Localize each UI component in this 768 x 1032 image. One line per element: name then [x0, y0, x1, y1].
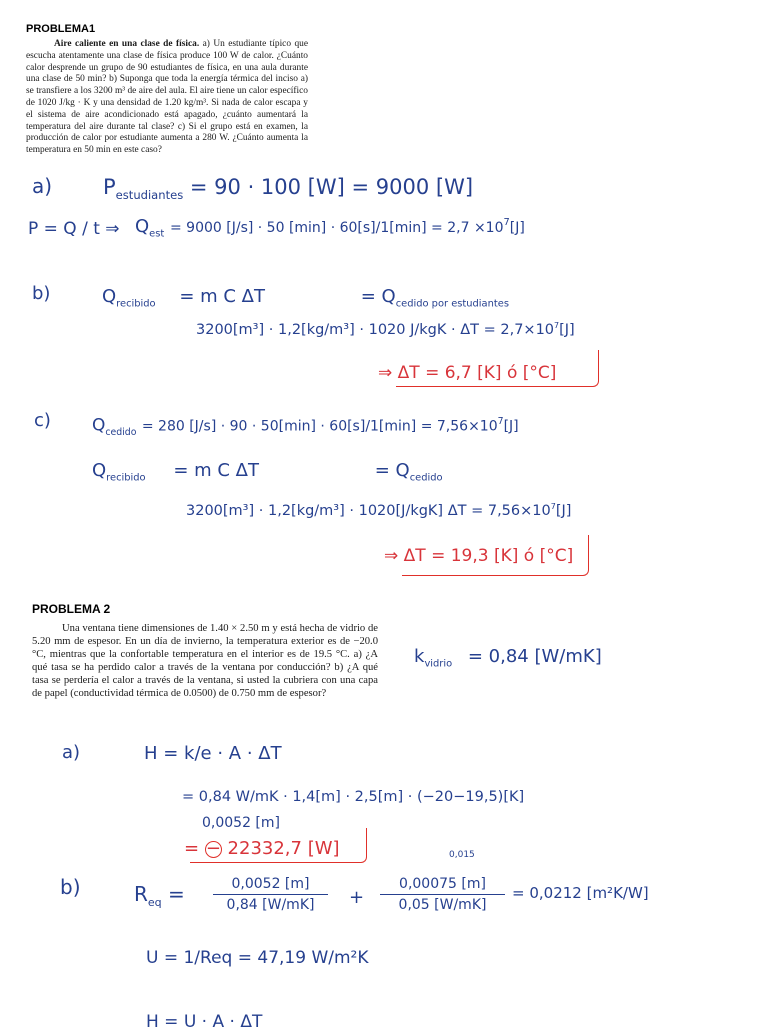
p2-b-req-result: = 0,0212 [m²K/W] — [512, 884, 649, 902]
p2-b-plus: + — [349, 887, 365, 908]
p1-b-substitution: 3200[m³] · 1,2[kg/m³] · 1020 $J/kgK \cdot \Delta T = 2,7\times 10^7[J]$ — [196, 321, 575, 338]
p2-side-note: 0,015 — [449, 850, 475, 860]
problem1-heading: PROBLEMA1 — [26, 23, 96, 35]
p2-a-result: = − 22332,7 [W] — [184, 838, 340, 859]
problem1-statement — [26, 39, 308, 157]
p2-b-label: b) — [60, 875, 81, 899]
p1-c-heat-line: $Q_{cedido} = 280$ $[J/s] \cdot 90 \cdot 50[\min] \cdot 60[s]/1[\min] = 7,56\times 10^7[J]$ — [92, 415, 519, 439]
p1-b-balance: $Q_{recibido} = m$ C $\Delta T = Q_{cedido por estudiantes}$ — [102, 286, 509, 310]
p2-b-term2: 0,00075 [m] 0,05 [W/mK] — [380, 877, 505, 912]
problem2-text: Una ventana tiene dimensiones de 1.40 × 2.50 m y está hecha de vidrio de 5.20 mm de espesor. En un día de invierno, la temperatura exterior es de −20.0 °C, mientras que la confortable temperatura en el interior es de 19.5 °C. a) ¿A qué tasa se ha perdido calor a través de la ventana por conducción? b) ¿A qué tasa se perdería el calor a través de la ventana, si usted la cubriera con una capa de papel (conductividad térmica de 0.0500) de 0.750 mm de espesor? — [32, 623, 378, 700]
p1-a-power-line: $P_{estudiantes} = 90 \cdot 100$ [W] = 9000 [W] — [103, 175, 474, 203]
p1-c-substitution: 3200[m³] · 1,2[kg/m³] · 1020[J/kgK] $\Delta T = 7,56\times 10^7[J]$ — [186, 502, 572, 519]
p1-b-result: ⇒ ΔT = 6,7 [K] ó [°C] — [378, 363, 557, 383]
p1-c-balance: $Q_{recibido} = m$ C $\Delta T = Q_{cedido}$ — [92, 460, 443, 484]
p2-a-substitution: = 0,84 W/mK · 1,4[m] · 2,5[m] · (−20−19,5)[K] — [182, 789, 525, 805]
p2-a-result-box — [190, 828, 367, 863]
p2-a-label: a) — [62, 742, 81, 763]
p1-b-label: b) — [32, 283, 51, 304]
problem1-text: a) Un estudiante típico que escucha atentamente una clase de física produce 100 W de calor. ¿Cuánto calor desprende un grupo de 90 estudiantes de física, en una aula durante una clase de 50 min? b) Suponga que toda la energía térmica del inciso a) se transfiere a los 3200 m³ de aire del aula. El aire tiene un calor específico de 1020 J/kg · K y una densidad de 1.20 kg/m³. Si nada de calor escapa y el sistema de aire acondicionado está apagado, ¿cuánto aumentará la temperatura del aire durante tal clase? c) Si el grupo está en examen, la producción de calor por estudiante aumenta a 280 W. ¿Cuánto aumenta la temperatura en 50 min en este caso? — [26, 39, 308, 156]
p1-c-result: ⇒ ΔT = 19,3 [K] ó [°C] — [384, 546, 574, 566]
p1-a-label: a) — [32, 174, 53, 198]
problem1-title: Aire caliente en una clase de física. — [54, 39, 200, 49]
problem2-heading: PROBLEMA 2 — [32, 602, 111, 616]
p2-a-denominator: 0,0052 [m] — [202, 815, 280, 831]
p2-b-u: U = 1/Req = 47,19 W/m²K — [146, 948, 369, 968]
p1-c-label: c) — [34, 410, 51, 431]
problem2-statement — [32, 622, 378, 701]
p2-a-formula: H = k/e · A · ΔT — [144, 743, 282, 764]
p2-b-term1: 0,0052 [m] 0,84 [W/mK] — [213, 877, 328, 912]
p1-b-result-box — [396, 350, 599, 387]
p2-k-value: $k_{vidrio} = 0,84$ [W/mK] — [414, 646, 602, 670]
p2-b-heat-formula: H = U · A · ΔT — [146, 1012, 263, 1032]
p2-b-req: $R_{eq}$ = — [134, 882, 185, 909]
p1-c-result-box — [402, 535, 589, 576]
p2-a-sign-circle: − — [205, 838, 221, 859]
p1-a-pq: P = Q / t ⇒ — [28, 219, 120, 239]
p1-a-heat-line: $Q_{est} = 9000$ [J/s] · 50 $[\min] \cdot 60[s]/1[\min] = 2,7 \times 10^7[J]$ — [135, 216, 525, 240]
